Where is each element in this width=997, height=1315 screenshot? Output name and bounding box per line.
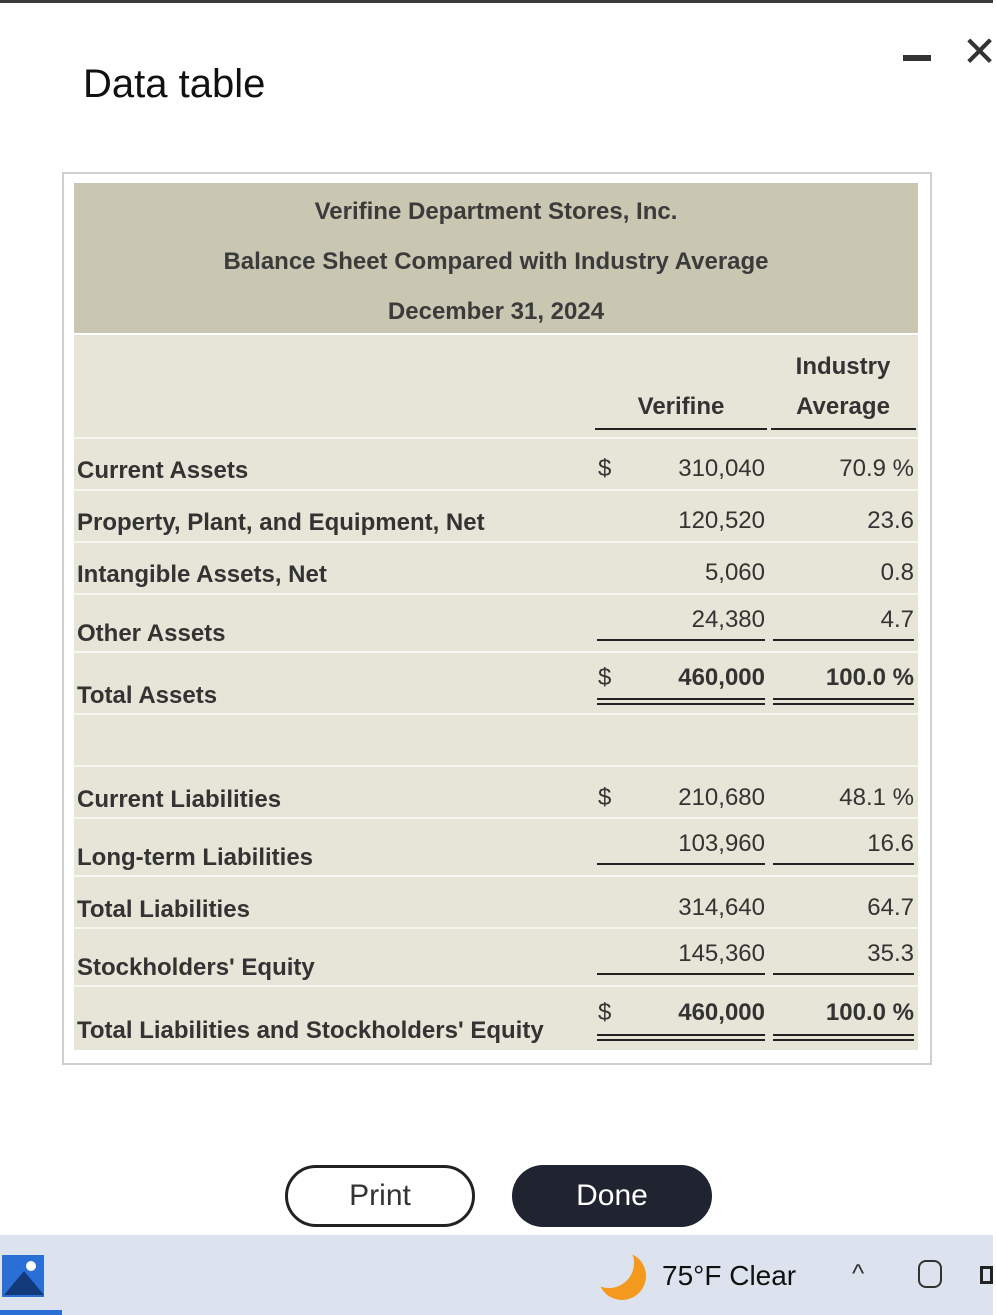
- row-separator: [74, 541, 918, 543]
- statement-title: Balance Sheet Compared with Industry Average: [223, 248, 769, 275]
- tray-icon[interactable]: [980, 1266, 993, 1284]
- verifine-value: 103,960: [678, 830, 765, 857]
- subtotal-rule: [597, 639, 765, 641]
- industry-percent: 16.6: [867, 830, 914, 857]
- company-name: Verifine Department Stores, Inc.: [314, 198, 678, 225]
- row-separator: [74, 765, 918, 767]
- total-double-rule: [773, 698, 914, 700]
- verifine-value: 120,520: [678, 507, 765, 534]
- verifine-value: 24,380: [691, 606, 765, 633]
- total-double-rule: [773, 703, 914, 705]
- subtotal-rule: [773, 973, 914, 975]
- industry-percent: 48.1 %: [839, 784, 914, 811]
- verifine-value: 460,000: [678, 999, 765, 1026]
- active-app-indicator: [0, 1310, 62, 1315]
- window-top-border: [0, 0, 993, 3]
- moon-weather-icon[interactable]: [598, 1252, 646, 1300]
- column-header-industry-line1: Industry: [795, 353, 891, 380]
- verifine-value: 210,680: [678, 784, 765, 811]
- done-button[interactable]: Done: [512, 1165, 712, 1227]
- subtotal-rule: [597, 973, 765, 975]
- close-icon[interactable]: ✕: [962, 28, 997, 75]
- print-button[interactable]: Print: [285, 1165, 475, 1227]
- column-header-verifine: Verifine: [637, 393, 725, 420]
- row-separator: [74, 817, 918, 819]
- verifine-value: 145,360: [678, 940, 765, 967]
- row-separator: [74, 593, 918, 595]
- dollar-sign: $: [598, 999, 612, 1026]
- total-double-rule: [773, 1034, 914, 1036]
- row-separator: [74, 875, 918, 877]
- column-header-underline: [595, 428, 767, 430]
- row-separator: [74, 651, 918, 653]
- industry-percent: 100.0 %: [825, 664, 914, 691]
- row-label: Total Liabilities and Stockholders' Equity: [77, 1017, 544, 1044]
- minimize-icon[interactable]: [903, 55, 931, 61]
- subtotal-rule: [773, 863, 914, 865]
- verifine-value: 314,640: [678, 894, 765, 921]
- total-double-rule: [773, 1039, 914, 1041]
- window-title: Data table: [83, 62, 266, 106]
- row-label: Long-term Liabilities: [77, 844, 314, 871]
- row-label: Intangible Assets, Net: [77, 561, 327, 588]
- row-label: Current Assets: [77, 457, 249, 484]
- column-header-industry-line2: Average: [796, 393, 890, 420]
- row-label: Other Assets: [77, 620, 226, 647]
- industry-percent: 70.9 %: [839, 455, 914, 482]
- industry-percent: 4.7: [880, 606, 914, 633]
- industry-percent: 64.7: [867, 894, 914, 921]
- row-label: Current Liabilities: [77, 786, 282, 813]
- industry-percent: 0.8: [880, 559, 914, 586]
- industry-percent: 35.3: [867, 940, 914, 967]
- weather-text[interactable]: 75°F Clear: [662, 1260, 797, 1291]
- industry-percent: 23.6: [867, 507, 914, 534]
- camera-tray-icon[interactable]: [918, 1260, 942, 1288]
- dollar-sign: $: [598, 455, 612, 482]
- row-label: Property, Plant, and Equipment, Net: [77, 509, 485, 536]
- subtotal-rule: [597, 863, 765, 865]
- photos-app-icon[interactable]: [2, 1255, 44, 1297]
- verifine-value: 5,060: [704, 559, 765, 586]
- row-separator: [74, 713, 918, 715]
- total-double-rule: [597, 703, 765, 705]
- verifine-value: 310,040: [678, 455, 765, 482]
- dollar-sign: $: [598, 784, 612, 811]
- row-label: Stockholders' Equity: [77, 954, 315, 981]
- taskbar: [0, 1235, 993, 1315]
- subtotal-rule: [773, 639, 914, 641]
- total-double-rule: [597, 1034, 765, 1036]
- chevron-up-icon[interactable]: ^: [852, 1258, 865, 1288]
- total-double-rule: [597, 698, 765, 700]
- row-separator: [74, 437, 918, 439]
- table-header: [74, 183, 918, 333]
- column-header-underline: [771, 428, 916, 430]
- dollar-sign: $: [598, 664, 612, 691]
- row-separator: [74, 489, 918, 491]
- total-double-rule: [597, 1039, 765, 1041]
- row-label: Total Assets: [77, 682, 218, 709]
- row-separator: [74, 985, 918, 987]
- verifine-value: 460,000: [678, 664, 765, 691]
- row-separator: [74, 927, 918, 929]
- statement-date: December 31, 2024: [387, 298, 605, 325]
- row-label: Total Liabilities: [77, 896, 250, 923]
- industry-percent: 100.0 %: [825, 999, 914, 1026]
